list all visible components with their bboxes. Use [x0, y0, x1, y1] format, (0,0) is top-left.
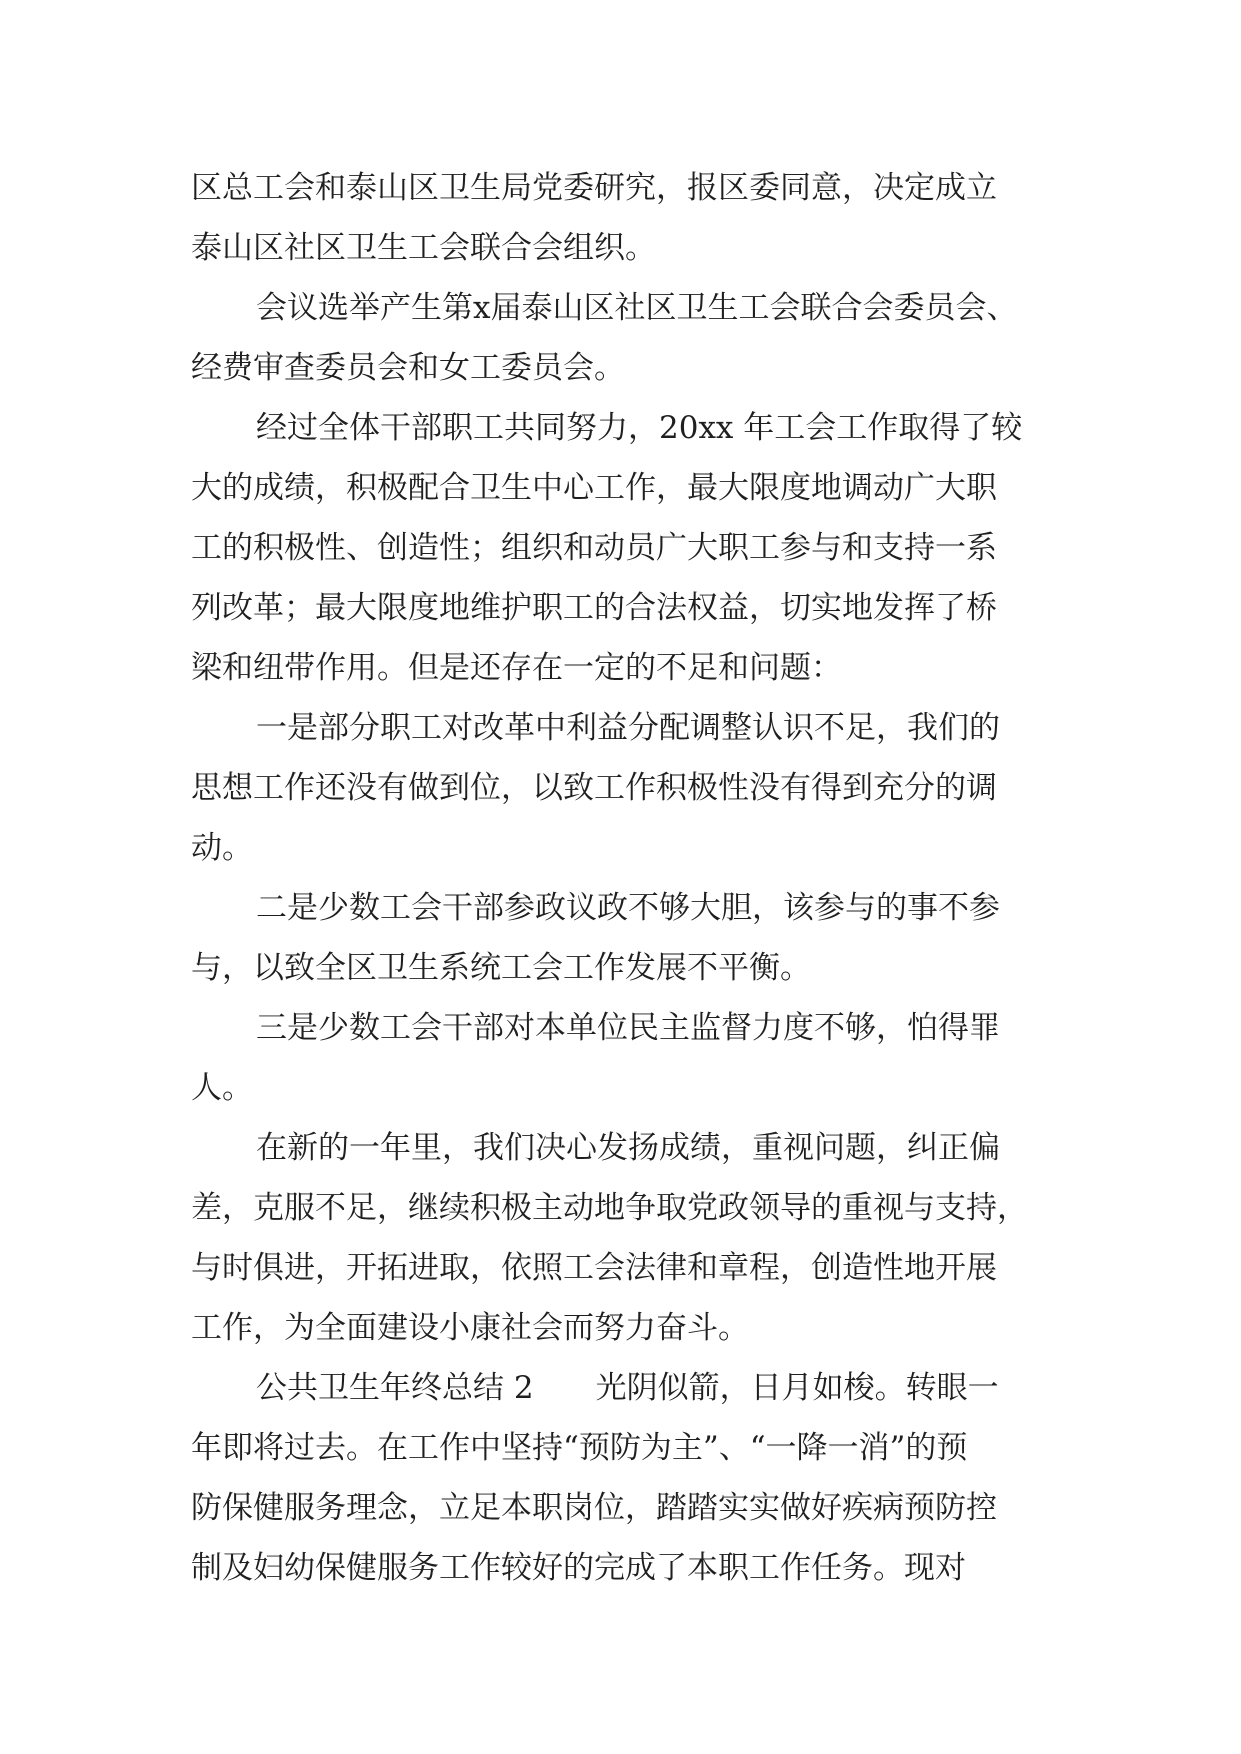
text-line: 制及妇幼保健服务工作较好的完成了本职工作任务。现对 [191, 1550, 966, 1586]
text-line: 动。 [191, 830, 253, 866]
text-line: 一是部分职工对改革中利益分配调整认识不足，我们的 [256, 710, 1000, 746]
text-line: 年即将过去。在工作中坚持“预防为主”、“一降一消”的预 [191, 1430, 968, 1466]
text-line: 人。 [191, 1070, 253, 1106]
text-line: 列改革；最大限度地维护职工的合法权益，切实地发挥了桥 [191, 590, 997, 626]
text-line: 与时俱进，开拓进取，依照工会法律和章程，创造性地开展 [191, 1250, 997, 1286]
text-line: 工作，为全面建设小康社会而努力奋斗。 [191, 1310, 749, 1346]
text-line: 会议选举产生第x届泰山区社区卫生工会联合会委员会、 [256, 290, 1018, 326]
text-line: 三是少数工会干部对本单位民主监督力度不够，怕得罪 [256, 1010, 1000, 1046]
text-line: 在新的一年里，我们决心发扬成绩，重视问题，纠正偏 [256, 1130, 1000, 1166]
text-line: 思想工作还没有做到位，以致工作积极性没有得到充分的调 [191, 770, 997, 806]
text-line: 泰山区社区卫生工会联合会组织。 [191, 230, 656, 266]
text-line: 工的积极性、创造性；组织和动员广大职工参与和支持一系 [191, 530, 997, 566]
text-line: 大的成绩，积极配合卫生中心工作，最大限度地调动广大职 [191, 470, 997, 506]
text-line: 区总工会和泰山区卫生局党委研究，报区委同意，决定成立 [191, 170, 997, 206]
text-line: 与，以致全区卫生系统工会工作发展不平衡。 [191, 950, 811, 986]
text-line: 差，克服不足，继续积极主动地争取党政领导的重视与支持， [191, 1190, 1028, 1226]
text-line: 防保健服务理念，立足本职岗位，踏踏实实做好疾病预防控 [191, 1490, 997, 1526]
text-line: 梁和纽带作用。但是还存在一定的不足和问题： [191, 650, 842, 686]
text-line: 经过全体干部职工共同努力，20xx 年工会工作取得了较 [256, 410, 1023, 446]
text-line: 二是少数工会干部参政议政不够大胆，该参与的事不参 [256, 890, 1000, 926]
text-line: 经费审查委员会和女工委员会。 [191, 350, 625, 386]
text-line: 公共卫生年终总结 2 光阴似箭，日月如梭。转眼一 [256, 1370, 999, 1406]
